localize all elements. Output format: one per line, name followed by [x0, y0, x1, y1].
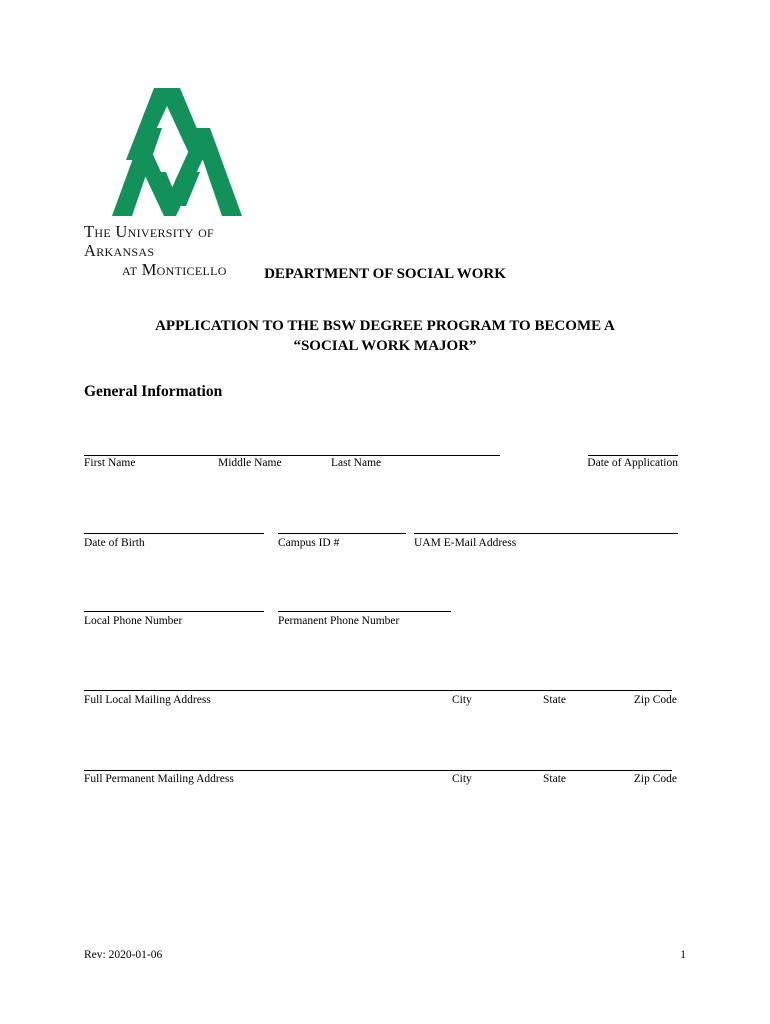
name-field-line[interactable] [84, 455, 500, 456]
section-heading: General Information [84, 383, 223, 400]
local-city-label: City [452, 694, 472, 706]
permanent-address-field-line[interactable] [84, 770, 672, 771]
local-address-label: Full Local Mailing Address [84, 694, 211, 706]
campus-id-label: Campus ID # [278, 537, 340, 549]
local-state-label: State [543, 694, 566, 706]
university-name-line1: The University of Arkansas [84, 222, 215, 260]
local-phone-field-line[interactable] [84, 611, 264, 612]
middle-name-label: Middle Name [218, 457, 282, 469]
date-of-birth-label: Date of Birth [84, 537, 145, 549]
permanent-address-label: Full Permanent Mailing Address [84, 773, 234, 785]
local-zip-label: Zip Code [633, 694, 677, 706]
department-heading: DEPARTMENT OF SOCIAL WORK [264, 266, 506, 282]
application-title [0, 316, 770, 356]
permanent-phone-field-line[interactable] [278, 611, 451, 612]
university-name-line2: at Monticello [122, 260, 227, 279]
email-field-line[interactable] [414, 533, 678, 534]
last-name-label: Last Name [331, 457, 382, 469]
date-of-application-field-line[interactable] [588, 455, 678, 456]
permanent-state-label: State [543, 773, 566, 785]
permanent-city-label: City [452, 773, 472, 785]
first-name-label: First Name [84, 457, 136, 469]
permanent-phone-label: Permanent Phone Number [278, 615, 400, 627]
uam-monogram-icon [84, 88, 274, 228]
local-address-field-line[interactable] [84, 690, 672, 691]
page-number: 1 [680, 949, 686, 961]
application-title-line1: APPLICATION TO THE BSW DEGREE PROGRAM TO BECOME A [155, 318, 615, 334]
date-of-birth-field-line[interactable] [84, 533, 264, 534]
date-of-application-label: Date of Application [587, 457, 678, 469]
permanent-zip-label: Zip Code [633, 773, 677, 785]
local-phone-label: Local Phone Number [84, 615, 183, 627]
application-title-line2: “SOCIAL WORK MAJOR” [293, 338, 477, 354]
email-label: UAM E-Mail Address [414, 537, 517, 549]
campus-id-field-line[interactable] [278, 533, 406, 534]
revision-date: Rev: 2020-01-06 [84, 949, 163, 961]
